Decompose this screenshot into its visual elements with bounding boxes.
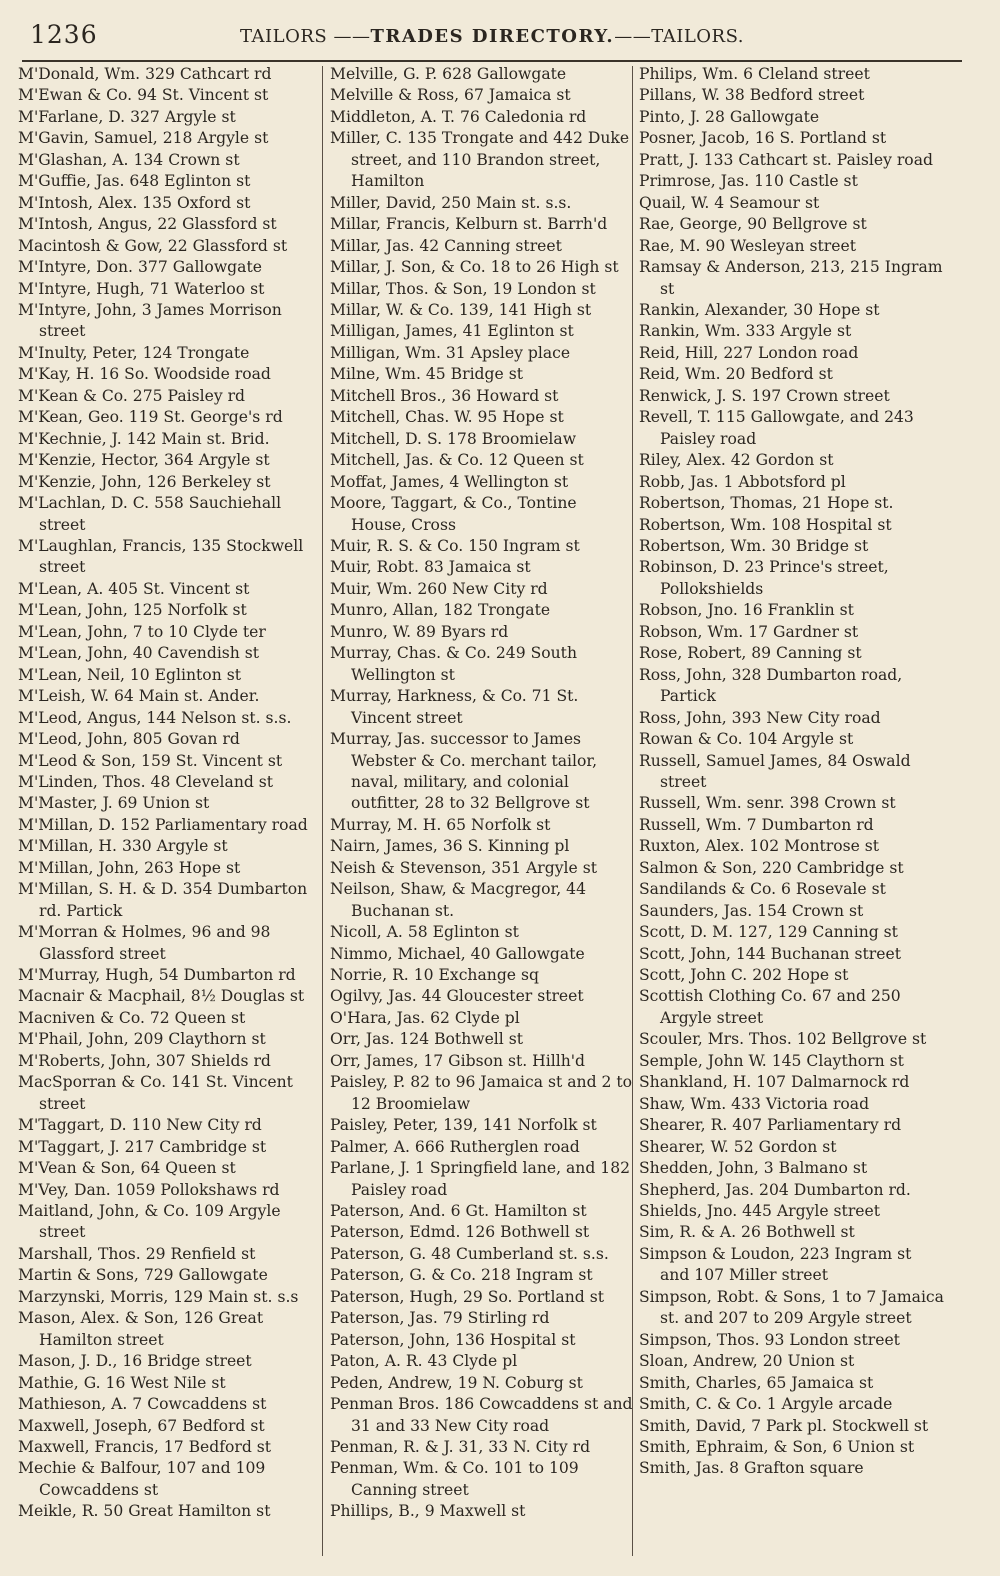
directory-entry: Robson, Wm. 17 Gardner st <box>639 622 859 641</box>
directory-entry: Ruxton, Alex. 102 Montrose st <box>639 837 880 856</box>
directory-entry: Norrie, R. 10 Exchange sq <box>330 966 539 985</box>
directory-entry: Sloan, Andrew, 20 Union st <box>639 1352 855 1371</box>
directory-entry: Miller, C. 135 Trongate and 442 Duke street, and 110 Brandon street, Hamilton <box>330 129 630 191</box>
directory-entry: M'Taggart, D. 110 New City rd <box>18 1116 262 1135</box>
directory-entry: M'Kay, H. 16 So. Woodside road <box>18 365 271 384</box>
directory-entry: Mitchell, Chas. W. 95 Hope st <box>330 408 564 427</box>
directory-entry: Russell, Samuel James, 84 Oswald street <box>639 751 911 791</box>
directory-entry: Muir, Robt. 83 Jamaica st <box>330 558 531 577</box>
directory-entry: Pinto, J. 28 Gallowgate <box>639 107 820 126</box>
directory-entry: Moore, Taggart, & Co., Tontine House, Cross <box>330 494 577 534</box>
directory-entry: Scott, John C. 202 Hope st <box>639 966 849 985</box>
directory-entry: Muir, R. S. & Co. 150 Ingram st <box>330 536 580 555</box>
running-head-dash-left: —— <box>333 26 371 47</box>
directory-entry: Penman, R. & J. 31, 33 N. City rd <box>330 1438 591 1456</box>
directory-entry: Primrose, Jas. 110 Castle st <box>639 172 858 191</box>
directory-entry: Scott, John, 144 Buchanan street <box>639 944 901 963</box>
directory-entry: Munro, W. 89 Byars rd <box>330 622 509 641</box>
directory-entry: Smith, Charles, 65 Jamaica st <box>639 1373 874 1392</box>
directory-entry: Nairn, James, 36 S. Kinning pl <box>330 837 570 856</box>
directory-entry: Marzynski, Morris, 129 Main st. s.s <box>18 1287 299 1306</box>
directory-entry: Smith, David, 7 Park pl. Stockwell st <box>639 1416 929 1435</box>
running-head-title: TRADES DIRECTORY. <box>370 26 615 47</box>
directory-entry: Robson, Jno. 16 Franklin st <box>639 601 854 620</box>
directory-entry: M'Intyre, John, 3 James Morrison street <box>18 300 282 341</box>
directory-entry: Shepherd, Jas. 204 Dumbarton rd. <box>639 1180 911 1199</box>
directory-entry: M'Ewan & Co. 94 St. Vincent st <box>18 86 269 105</box>
directory-entry: Smith, Jas. 8 Grafton square <box>639 1459 864 1478</box>
directory-entry: Moffat, James, 4 Wellington st <box>330 472 569 491</box>
directory-entry: Ross, John, 328 Dumbarton road, Partick <box>639 665 903 706</box>
directory-entry: M'Intosh, Alex. 135 Oxford st <box>18 193 251 212</box>
running-head-dash-right: —— <box>614 26 652 47</box>
directory-entry: M'Kean & Co. 275 Paisley rd <box>18 386 246 405</box>
directory-entry: Paterson, Hugh, 29 So. Portland st <box>330 1287 604 1306</box>
directory-entry: Paterson, Jas. 79 Stirling rd <box>330 1309 550 1328</box>
directory-entry: Phillips, B., 9 Maxwell st <box>330 1502 526 1521</box>
directory-entry: Neilson, Shaw, & Macgregor, 44 Buchanan st. <box>330 880 586 920</box>
directory-entry: Reid, Hill, 227 London road <box>639 343 859 362</box>
directory-entry: Robinson, D. 23 Prince's street, Pollokshields <box>639 558 889 598</box>
directory-entry: Paisley, P. 82 to 96 Jamaica st and 2 to 12 Broomielaw <box>330 1073 633 1113</box>
directory-entry: Shearer, W. 52 Gordon st <box>639 1137 837 1156</box>
directory-entry: Paterson, And. 6 Gt. Hamilton st <box>330 1202 587 1221</box>
directory-entry: Millar, J. Son, & Co. 18 to 26 High st <box>330 258 619 277</box>
directory-entry: Milligan, James, 41 Eglinton st <box>330 322 574 341</box>
directory-entry: M'Vean & Son, 64 Queen st <box>18 1159 236 1178</box>
directory-entry: Simpson, Thos. 93 London street <box>639 1330 900 1349</box>
directory-entry: Nicoll, A. 58 Eglinton st <box>330 923 519 942</box>
directory-entry: Robertson, Wm. 108 Hospital st <box>639 515 892 534</box>
header-rule <box>22 60 962 62</box>
directory-entry: Mason, J. D., 16 Bridge street <box>18 1352 252 1371</box>
directory-entry: M'Leod & Son, 159 St. Vincent st <box>18 751 283 770</box>
directory-entry: M'Millan, H. 330 Argyle st <box>18 837 228 856</box>
directory-entry: Shankland, H. 107 Dalmarnock rd <box>639 1073 910 1092</box>
directory-entry: Rankin, Alexander, 30 Hope st <box>639 300 880 319</box>
directory-entry: Mitchell Bros., 36 Howard st <box>330 386 559 405</box>
directory-entry: Semple, John W. 145 Claythorn st <box>639 1051 904 1070</box>
directory-entry: Shields, Jno. 445 Argyle street <box>639 1202 880 1221</box>
running-head-left: TAILORS <box>240 26 328 47</box>
directory-entry: M'Master, J. 69 Union st <box>18 794 210 813</box>
directory-entry: M'Leish, W. 64 Main st. Ander. <box>18 687 260 706</box>
directory-entry: Mason, Alex. & Son, 126 Great Hamilton street <box>18 1309 264 1349</box>
directory-entry: Mitchell, D. S. 178 Broomielaw <box>330 429 577 448</box>
directory-entry: Paterson, G. & Co. 218 Ingram st <box>330 1266 593 1285</box>
directory-entry: Scottish Clothing Co. 67 and 250 Argyle street <box>639 987 901 1027</box>
directory-entry: M'Roberts, John, 307 Shields rd <box>18 1051 271 1070</box>
directory-entry: Salmon & Son, 220 Cambridge st <box>639 858 904 877</box>
directory-entry: M'Vey, Dan. 1059 Pollokshaws rd <box>18 1180 280 1199</box>
directory-entry: Paton, A. R. 43 Clyde pl <box>330 1352 518 1371</box>
directory-entry: Riley, Alex. 42 Gordon st <box>639 451 834 470</box>
directory-entry: Peden, Andrew, 19 N. Coburg st <box>330 1373 583 1392</box>
directory-entry: Shaw, Wm. 433 Victoria road <box>639 1094 870 1113</box>
directory-entry: Mathie, G. 16 West Nile st <box>18 1373 226 1392</box>
directory-entry: M'Gavin, Samuel, 218 Argyle st <box>18 129 269 148</box>
directory-entry: Maitland, John, & Co. 109 Argyle street <box>18 1202 281 1242</box>
directory-entry: M'Lean, John, 40 Cavendish st <box>18 644 260 663</box>
running-head <box>240 26 744 47</box>
directory-entry: Scott, D. M. 127, 129 Canning st <box>639 923 898 942</box>
directory-entry: Posner, Jacob, 16 S. Portland st <box>639 129 887 148</box>
directory-entry: Penman, Wm. & Co. 101 to 109 Canning street <box>330 1459 579 1499</box>
directory-entry: M'Lachlan, D. C. 558 Sauchiehall street <box>18 494 282 534</box>
directory-entry: Sandilands & Co. 6 Rosevale st <box>639 880 886 899</box>
directory-entry: Sim, R. & A. 26 Bothwell st <box>639 1223 855 1242</box>
column-3 <box>639 64 944 1480</box>
directory-entry: M'Morran & Holmes, 96 and 98 Glassford street <box>18 923 271 963</box>
directory-entry: Robertson, Wm. 30 Bridge st <box>639 536 869 555</box>
directory-entry: M'Millan, D. 152 Parliamentary road <box>18 815 308 834</box>
directory-entry: M'Lean, A. 405 St. Vincent st <box>18 579 250 598</box>
directory-entry: M'Guffie, Jas. 648 Eglinton st <box>18 172 251 191</box>
directory-entry: Muir, Wm. 260 New City rd <box>330 579 548 598</box>
directory-entry: Maxwell, Francis, 17 Bedford st <box>18 1438 272 1456</box>
directory-entry: M'Lean, Neil, 10 Eglinton st <box>18 665 241 684</box>
directory-entry: Neish & Stevenson, 351 Argyle st <box>330 858 597 877</box>
directory-entry: Paterson, John, 136 Hospital st <box>330 1330 576 1349</box>
directory-entry: M'Inulty, Peter, 124 Trongate <box>18 343 250 362</box>
directory-entry: Orr, Jas. 124 Bothwell st <box>330 1030 524 1049</box>
directory-entry: Smith, C. & Co. 1 Argyle arcade <box>639 1395 893 1414</box>
directory-entry: M'Lean, John, 7 to 10 Clyde ter <box>18 622 266 641</box>
directory-entry: Quail, W. 4 Seamour st <box>639 193 820 212</box>
directory-entry: Ogilvy, Jas. 44 Gloucester street <box>330 987 584 1006</box>
directory-entry: Murray, Jas. successor to James Webster & Co. merchant tailor, naval, military, and colonial outfitter, 28 to 32 Bellgrove st <box>330 730 598 813</box>
directory-entry: Paterson, Edmd. 126 Bothwell st <box>330 1223 590 1242</box>
directory-entry: M'Farlane, D. 327 Argyle st <box>18 107 236 126</box>
directory-entry: Russell, Wm. 7 Dumbarton rd <box>639 815 874 834</box>
directory-entry: M'Donald, Wm. 329 Cathcart rd <box>18 65 272 83</box>
directory-entry: Macniven & Co. 72 Queen st <box>18 1008 246 1027</box>
directory-entry: Munro, Allan, 182 Trongate <box>330 601 551 620</box>
directory-entry: M'Taggart, J. 217 Cambridge st <box>18 1137 267 1156</box>
page-number: 1236 <box>30 20 98 49</box>
column-1 <box>18 64 323 1523</box>
directory-entry: Milligan, Wm. 31 Apsley place <box>330 343 571 362</box>
directory-entry: Rae, M. 90 Wesleyan street <box>639 236 856 255</box>
directory-entry: Middleton, A. T. 76 Caledonia rd <box>330 107 587 126</box>
directory-entry: Shedden, John, 3 Balmano st <box>639 1159 868 1178</box>
directory-entry: Orr, James, 17 Gibson st. Hillh'd <box>330 1051 586 1070</box>
directory-entry: M'Laughlan, Francis, 135 Stockwell street <box>18 536 304 577</box>
directory-entry: Ross, John, 393 New City road <box>639 708 881 727</box>
directory-entry: Penman Bros. 186 Cowcaddens st and 31 and 33 New City road <box>330 1395 633 1435</box>
directory-entry: Renwick, J. S. 197 Crown street <box>639 386 890 405</box>
directory-entry: M'Leod, Angus, 144 Nelson st. s.s. <box>18 708 292 727</box>
directory-entry: Millar, Thos. & Son, 19 London st <box>330 279 596 298</box>
directory-entry: Melville & Ross, 67 Jamaica st <box>330 86 571 105</box>
directory-entry: M'Millan, John, 263 Hope st <box>18 858 241 877</box>
directory-entry: M'Intyre, Hugh, 71 Waterloo st <box>18 279 265 298</box>
directory-entry: Maxwell, Joseph, 67 Bedford st <box>18 1416 265 1435</box>
directory-entry: Robb, Jas. 1 Abbotsford pl <box>639 472 846 491</box>
directory-entry: Macintosh & Gow, 22 Glassford st <box>18 236 288 255</box>
directory-entry: Shearer, R. 407 Parliamentary rd <box>639 1116 902 1135</box>
directory-entry: M'Kenzie, John, 126 Berkeley st <box>18 472 271 491</box>
directory-entry: MacSporran & Co. 141 St. Vincent street <box>18 1073 293 1113</box>
directory-entry: Simpson & Loudon, 223 Ingram st and 107 Miller street <box>639 1244 912 1285</box>
directory-entry: Pratt, J. 133 Cathcart st. Paisley road <box>639 150 933 169</box>
directory-entry: Millar, Francis, Kelburn st. Barrh'd <box>330 215 608 234</box>
directory-entry: Ramsay & Anderson, 213, 215 Ingram st <box>639 258 943 298</box>
directory-entry: Rowan & Co. 104 Argyle st <box>639 730 854 749</box>
directory-entry: Miller, David, 250 Main st. s.s. <box>330 193 572 212</box>
directory-entry: M'Intosh, Angus, 22 Glassford st <box>18 215 277 234</box>
directory-entry: Mitchell, Jas. & Co. 12 Queen st <box>330 451 584 470</box>
directory-entry: Scouler, Mrs. Thos. 102 Bellgrove st <box>639 1030 927 1049</box>
directory-entry: Melville, G. P. 628 Gallowgate <box>330 65 567 83</box>
directory-entry: Russell, Wm. senr. 398 Crown st <box>639 794 896 813</box>
directory-entry: M'Phail, John, 209 Claythorn st <box>18 1030 266 1049</box>
directory-entry: Parlane, J. 1 Springfield lane, and 182 Paisley road <box>330 1159 631 1199</box>
directory-entry: Rae, George, 90 Bellgrove st <box>639 215 867 234</box>
directory-entry: Meikle, R. 50 Great Hamilton st <box>18 1502 271 1521</box>
directory-entry: Millar, W. & Co. 139, 141 High st <box>330 300 592 319</box>
directory-entry: Paisley, Peter, 139, 141 Norfolk st <box>330 1116 597 1135</box>
directory-entry: M'Linden, Thos. 48 Cleveland st <box>18 772 274 791</box>
directory-entry: Milne, Wm. 45 Bridge st <box>330 365 523 384</box>
directory-entry: M'Murray, Hugh, 54 Dumbarton rd <box>18 966 296 985</box>
directory-entry: Robertson, Thomas, 21 Hope st. <box>639 494 894 513</box>
directory-entry: Marshall, Thos. 29 Renfield st <box>18 1244 256 1263</box>
directory-entry: Pillans, W. 38 Bedford street <box>639 86 865 105</box>
directory-entry: M'Lean, John, 125 Norfolk st <box>18 601 247 620</box>
directory-entry: Revell, T. 115 Gallowgate, and 243 Paisley road <box>639 408 914 448</box>
page-header <box>0 20 1000 60</box>
directory-entry: M'Kechnie, J. 142 Main st. Brid. <box>18 429 270 448</box>
directory-entry: Millar, Jas. 42 Canning street <box>330 236 562 255</box>
directory-entry: Smith, Ephraim, & Son, 6 Union st <box>639 1438 915 1456</box>
directory-entry: Macnair & Macphail, 8½ Douglas st <box>18 987 305 1006</box>
directory-entry: M'Kean, Geo. 119 St. George's rd <box>18 408 283 427</box>
directory-entry: Murray, M. H. 65 Norfolk st <box>330 815 551 834</box>
directory-entry: Philips, Wm. 6 Cleland street <box>639 65 870 83</box>
directory-entry: Martin & Sons, 729 Gallowgate <box>18 1266 268 1285</box>
running-head-right: TAILORS. <box>651 26 745 47</box>
directory-entry: M'Leod, John, 805 Govan rd <box>18 730 240 749</box>
directory-entry: Nimmo, Michael, 40 Gallowgate <box>330 944 585 963</box>
directory-entry: Rankin, Wm. 333 Argyle st <box>639 322 852 341</box>
column-2 <box>330 64 635 1523</box>
directory-entry: Reid, Wm. 20 Bedford st <box>639 365 833 384</box>
directory-entry: Mechie & Balfour, 107 and 109 Cowcaddens st <box>18 1459 266 1499</box>
directory-entry: O'Hara, Jas. 62 Clyde pl <box>330 1008 520 1027</box>
directory-entry: Palmer, A. 666 Rutherglen road <box>330 1137 580 1156</box>
directory-entry: Murray, Chas. & Co. 249 South Wellington st <box>330 644 577 684</box>
directory-entry: Mathieson, A. 7 Cowcaddens st <box>18 1395 267 1414</box>
directory-entry: M'Glashan, A. 134 Crown st <box>18 150 240 169</box>
directory-entry: Simpson, Robt. & Sons, 1 to 7 Jamaica st. and 207 to 209 Argyle street <box>639 1287 944 1328</box>
directory-entry: Saunders, Jas. 154 Crown st <box>639 901 864 920</box>
directory-entry: Murray, Harkness, & Co. 71 St. Vincent street <box>330 687 579 727</box>
directory-entry: M'Intyre, Don. 377 Gallowgate <box>18 258 262 277</box>
directory-entry: M'Kenzie, Hector, 364 Argyle st <box>18 451 270 470</box>
directory-entry: M'Millan, S. H. & D. 354 Dumbarton rd. Partick <box>18 880 308 920</box>
directory-entry: Rose, Robert, 89 Canning st <box>639 644 862 663</box>
directory-entry: Paterson, G. 48 Cumberland st. s.s. <box>330 1244 609 1263</box>
